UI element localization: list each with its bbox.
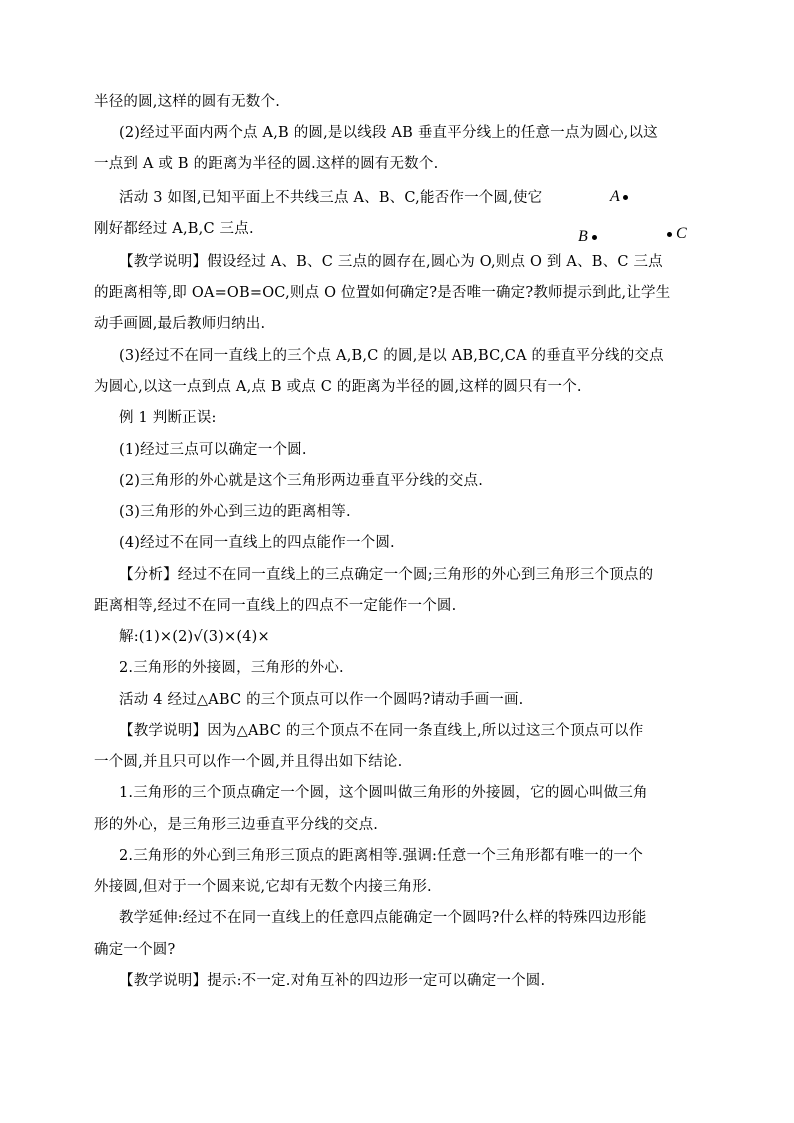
text-line: 【教学说明】假设经过 A、B、C 三点的圆存在,圆心为 O,则点 O 到 A、B、C 三点 (119, 254, 663, 270)
text-line: 1.三角形的三个顶点确定一个圆，这个圆叫做三角形的外接圆，它的圆心叫做三角 (119, 785, 648, 801)
text-line: 外接圆,但对于一个圆来说,它却有无数个内接三角形. (94, 879, 432, 895)
point-c-label: C (676, 225, 687, 242)
point-c-dot (667, 232, 672, 237)
figure-point-a (610, 188, 628, 206)
text-line: 确定一个圆? (94, 942, 176, 958)
text-line: 例 1 判断正误: (119, 410, 217, 426)
text-line: 解:(1)×(2)√(3)×(4)× (119, 629, 270, 645)
text-line: (3)经过不在同一直线上的三个点 A,B,C 的圆,是以 AB,BC,CA 的垂直平分线的交点 (119, 348, 664, 364)
text-line: 2.三角形的外接圆，三角形的外心. (119, 660, 344, 676)
text-line: (2)三角形的外心就是这个三角形两边垂直平分线的交点. (119, 473, 484, 489)
text-line: 刚好都经过 A,B,C 三点. (94, 221, 254, 237)
text-line: 一点到 A 或 B 的距离为半径的圆.这样的圆有无数个. (94, 156, 439, 172)
point-a-label: A (610, 188, 620, 205)
text-line: 【分析】经过不在同一直线上的三点确定一个圆;三角形的外心到三角形三个顶点的 (119, 567, 654, 583)
figure-point-c (667, 225, 687, 243)
text-line: 教学延伸:经过不在同一直线上的任意四点能确定一个圆吗?什么样的特殊四边形能 (119, 910, 647, 926)
text-line: 距离相等,经过不在同一直线上的四点不一定能作一个圆. (94, 598, 457, 614)
figure-point-b (578, 228, 597, 246)
text-line: 半径的圆,这样的圆有无数个. (94, 94, 281, 110)
text-line: 2.三角形的外心到三角形三顶点的距离相等.强调:任意一个三角形都有唯一的一个 (119, 848, 643, 864)
text-line: 一个圆,并且只可以作一个圆,并且得出如下结论. (94, 754, 403, 770)
text-line: 形的外心，是三角形三边垂直平分线的交点. (94, 817, 379, 833)
text-line: 活动 4 经过△ABC 的三个顶点可以作一个圆吗?请动手画一画. (119, 692, 524, 708)
text-line: (4)经过不在同一直线上的四点能作一个圆. (119, 535, 395, 551)
point-b-dot (592, 235, 597, 240)
point-a-dot (623, 195, 628, 200)
text-line: 【教学说明】提示:不一定.对角互补的四边形一定可以确定一个圆. (119, 973, 546, 989)
text-line: 为圆心,以这一点到点 A,点 B 或点 C 的距离为半径的圆,这样的圆只有一个. (94, 379, 582, 395)
text-line: 的距离相等,即 OA=OB=OC,则点 O 位置如何确定?是否唯一确定?教师提示到此,让学生 (94, 285, 671, 301)
text-line: 【教学说明】因为△ABC 的三个顶点不在同一条直线上,所以过这三个顶点可以作 (119, 723, 644, 739)
text-line: 动手画圆,最后教师归纳出. (94, 316, 266, 332)
text-line: (2)经过平面内两个点 A,B 的圆,是以线段 AB 垂直平分线上的任意一点为圆心,以这 (119, 125, 658, 141)
text-line: (3)三角形的外心到三边的距离相等. (119, 504, 351, 520)
text-line: 活动 3 如图,已知平面上不共线三点 A、B、C,能否作一个圆,使它 (119, 190, 543, 206)
text-line: (1)经过三点可以确定一个圆. (119, 442, 307, 458)
point-b-label: B (578, 228, 588, 245)
